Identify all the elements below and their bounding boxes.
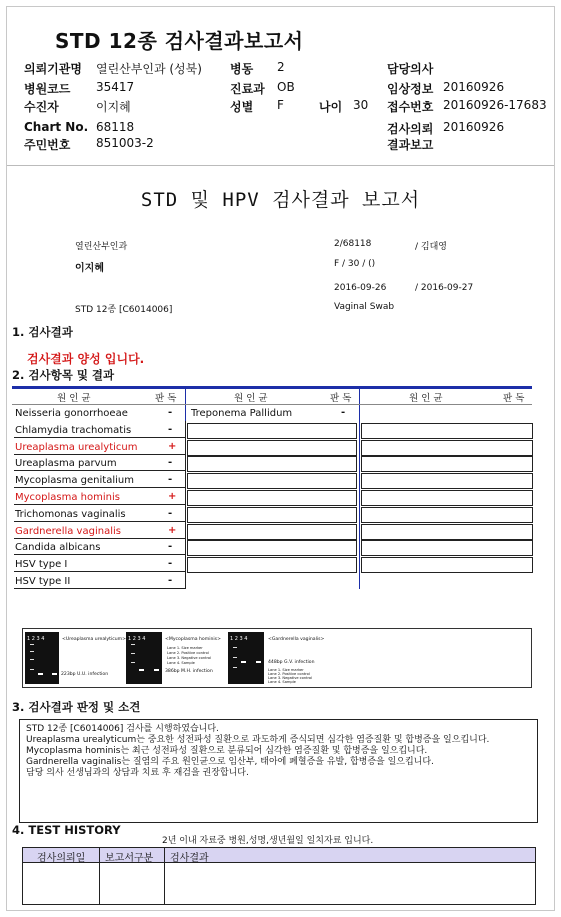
pathogen-flag: + xyxy=(168,524,177,536)
pathogen-flag: - xyxy=(168,457,173,469)
pathogen-name: HSV type I xyxy=(15,559,68,571)
result-box xyxy=(361,507,533,523)
institution-value: 열린산부인과 (성북) xyxy=(96,62,202,76)
gel-electrophoresis-image xyxy=(22,628,532,688)
gel-1-lanes: 1 2 3 4 xyxy=(27,636,45,642)
history-col-divider xyxy=(99,848,100,904)
chart-value: 68118 xyxy=(96,120,135,134)
hospital-code-label: 병원코드 xyxy=(24,82,71,96)
gel-panel-1 xyxy=(25,632,126,684)
patient-value: 이지혜 xyxy=(96,100,131,114)
gel-2-legend-4: Lane 4. Sample xyxy=(167,661,195,665)
pathogen-name: Ureaplasma parvum xyxy=(15,458,117,470)
gel-2-band xyxy=(139,669,144,671)
gel-3-ladder-band xyxy=(233,647,237,648)
result-box xyxy=(187,473,357,489)
result-box xyxy=(361,440,533,456)
pathogen-name: Gardnerella vaginalis xyxy=(15,525,121,537)
result-box xyxy=(187,524,357,540)
report-label: 결과보고 xyxy=(387,138,434,152)
dept-label: 진료과 xyxy=(230,82,265,96)
meta-patient: 이지혜 xyxy=(75,263,104,274)
gel-1-ladder-band xyxy=(30,651,34,652)
gel-2-legend-1: Lane 1. Size marker xyxy=(167,646,203,650)
gel-3-band xyxy=(241,661,246,663)
pathogen-flag: - xyxy=(168,407,173,418)
meta-clinic: 열린산부인과 xyxy=(75,242,128,252)
gel-2-lanes: 1 2 3 4 xyxy=(128,636,146,642)
gel-3-ladder-band xyxy=(233,657,237,658)
judgement-box xyxy=(19,719,538,823)
result-box xyxy=(361,423,533,439)
col-divider-2 xyxy=(359,389,360,589)
ward-label: 병동 xyxy=(230,62,254,76)
gel-image-svg xyxy=(23,629,531,687)
sex-label: 성별 xyxy=(230,100,254,114)
meta-doctor: / 김대영 xyxy=(415,242,447,252)
history-header-type: 보고서구분 xyxy=(105,853,154,864)
pathogen-flag: - xyxy=(168,507,173,519)
history-col-divider xyxy=(164,848,165,904)
pathogen-flag: - xyxy=(168,558,173,570)
result-box xyxy=(361,557,533,573)
pathogen-name: Mycoplasma genitalium xyxy=(15,475,134,487)
pathogen-name: HSV type II xyxy=(15,576,71,587)
pathogen-name: Chlamydia trachomatis xyxy=(15,424,132,436)
col2-header: 원 인 균 xyxy=(234,392,268,404)
gel-3-ladder-band xyxy=(233,667,237,668)
pathogen-flag: + xyxy=(168,440,177,452)
gel-3-legend-1: Lane 1. Size marker xyxy=(268,668,304,672)
judgement-line: Gardnerella vaginalis는 질염의 주요 원인균으로 임산부, 태아에 폐혈증을 유발, 합병증을 일으킵니다. xyxy=(26,757,434,767)
hospital-code-value: 35417 xyxy=(96,80,135,94)
receipt-value: 20160926-17683 xyxy=(443,98,547,112)
pathogen-flag: - xyxy=(168,423,173,435)
doctor-label: 담당의사 xyxy=(387,62,434,76)
pathogen-name: Candida albicans xyxy=(15,542,101,554)
result-box xyxy=(187,557,357,573)
result-box xyxy=(187,540,357,556)
pathogen-flag: - xyxy=(168,474,173,486)
gel-1-band xyxy=(38,673,43,675)
gel-2-ladder-band xyxy=(131,644,135,645)
result-box xyxy=(187,490,357,506)
gel-1-band xyxy=(52,673,57,675)
gel-2-caption: <Mycoplasma hominis> xyxy=(165,637,221,642)
gel-2-band xyxy=(154,669,159,671)
result-box xyxy=(187,456,357,472)
ward-value: 2 xyxy=(277,60,285,74)
pathogen-flag: - xyxy=(168,575,173,586)
gel-3-lanes: 1 2 3 4 xyxy=(230,636,248,642)
gel-2-ladder-band xyxy=(131,662,135,663)
history-note: 2년 이내 자료중 병원,성명,생년월일 일치자료 입니다. xyxy=(162,836,374,846)
resident-label: 주민번호 xyxy=(24,138,71,152)
result-box xyxy=(187,507,357,523)
clinical-value: 20160926 xyxy=(443,80,505,94)
gel-3-band xyxy=(256,661,261,663)
history-header-result: 검사결과 xyxy=(170,853,209,864)
col2-judge-header: 판 독 xyxy=(330,392,352,404)
request-value: 20160926 xyxy=(443,120,505,134)
overall-result: 검사결과 양성 입니다. xyxy=(27,352,145,366)
history-table xyxy=(22,847,536,905)
age-label: 나이 xyxy=(319,100,343,114)
institution-label: 의뢰기관명 xyxy=(24,62,82,76)
col3-header: 원 인 균 xyxy=(409,392,443,404)
gel-3-caption: <Gardnerella vaginalis> xyxy=(268,637,325,642)
request-label: 검사의뢰 xyxy=(387,122,434,136)
result-box xyxy=(361,473,533,489)
result-box xyxy=(361,524,533,540)
meta-test-code: STD 12종 [C6014006] xyxy=(75,305,173,315)
meta-specimen: Vaginal Swab xyxy=(334,302,395,312)
meta-date1: 2016-09-26 xyxy=(334,283,387,293)
gel-1-band-label: 223bp U.U. infection xyxy=(61,672,109,677)
chart-label: Chart No. xyxy=(24,120,89,134)
gel-2-legend-3: Lane 3. Negative control xyxy=(167,656,212,660)
judgement-line: Ureaplasma urealyticum는 중요한 성전파성 질환으로 과도하게 증식되면 심각한 염증질환 및 합병증을 일으킵니다. xyxy=(26,735,490,745)
gel-3-legend-4: Lane 4. Sample xyxy=(268,680,296,684)
pathogen-name: Mycoplasma hominis xyxy=(15,492,120,503)
history-header-date: 검사의뢰일 xyxy=(37,853,86,864)
sex-value: F xyxy=(277,98,284,112)
result-box xyxy=(361,540,533,556)
gel-1-ladder-band xyxy=(30,644,34,645)
gel-1-caption: <Ureaplasma urealyticum> xyxy=(62,637,126,642)
pathogen-name: Neisseria gonorrhoeae xyxy=(15,408,128,419)
gel-3-legend-3: Lane 3. Negative control xyxy=(268,676,313,680)
gel-3-legend-2: Lane 2. Positive control xyxy=(268,672,310,676)
section1-title: 1. 검사결과 xyxy=(12,325,73,339)
section4-title: 4. TEST HISTORY xyxy=(12,823,121,837)
header-divider xyxy=(7,165,554,166)
result-box xyxy=(187,423,357,439)
table-header-line xyxy=(12,404,532,405)
pathogen-name: Trichomonas vaginalis xyxy=(15,508,126,520)
clinical-label: 임상정보 xyxy=(387,82,434,96)
meta-chart: 2/68118 xyxy=(334,239,372,249)
report-title: STD 및 HPV 검사결과 보고서 xyxy=(140,189,421,211)
col1-header: 원 인 균 xyxy=(57,392,91,404)
report-header xyxy=(7,7,554,157)
pathogen-flag: + xyxy=(168,491,177,502)
pathogen-flag: - xyxy=(168,541,173,553)
judgement-line: 담당 의사 선생님과의 상담과 치료 후 재검을 권장합니다. xyxy=(26,768,249,778)
dept-value: OB xyxy=(277,80,295,94)
page-title: STD 12종 검사결과보고서 xyxy=(55,29,304,53)
gel-2-ladder-band xyxy=(131,653,135,654)
resident-value: 851003-2 xyxy=(96,136,154,150)
patient-label: 수진자 xyxy=(24,100,59,114)
col3-judge-header: 판 독 xyxy=(503,392,525,404)
result-box xyxy=(187,440,357,456)
report-page xyxy=(6,6,555,911)
gel-3-band-label: 448bp G.V. infection xyxy=(268,660,315,665)
judgement-line: STD 12종 [C6014006] 검사를 시행하였습니다. xyxy=(26,724,219,734)
age-value: 30 xyxy=(353,98,369,112)
result-box xyxy=(361,456,533,472)
col2-flag: - xyxy=(341,407,346,418)
pathogen-name: Ureaplasma urealyticum xyxy=(15,441,138,453)
judgement-line: Mycoplasma hominis는 최근 성전파성 질환으로 분류되어 심각한 염증질환 및 합병증을 일으킵니다. xyxy=(26,746,428,756)
gel-1-ladder-band xyxy=(30,659,34,660)
col2-organism: Treponema Pallidum xyxy=(191,408,293,419)
gel-2-legend-2: Lane 2. Positive control xyxy=(167,651,209,655)
gel-1-ladder-band xyxy=(30,669,34,670)
gel-panel-2 xyxy=(126,632,221,684)
col1-judge-header: 판 독 xyxy=(155,392,177,404)
result-box xyxy=(361,490,533,506)
gel-2-band-label: 386bp M.H. infection xyxy=(165,669,213,674)
meta-date2: / 2016-09-27 xyxy=(415,283,474,293)
gel-panel-3 xyxy=(228,632,325,684)
section3-title: 3. 검사결과 판정 및 소견 xyxy=(12,700,141,714)
receipt-label: 접수번호 xyxy=(387,100,434,114)
meta-sex-age: F / 30 / () xyxy=(334,259,376,269)
section2-title: 2. 검사항목 및 결과 xyxy=(12,368,115,382)
